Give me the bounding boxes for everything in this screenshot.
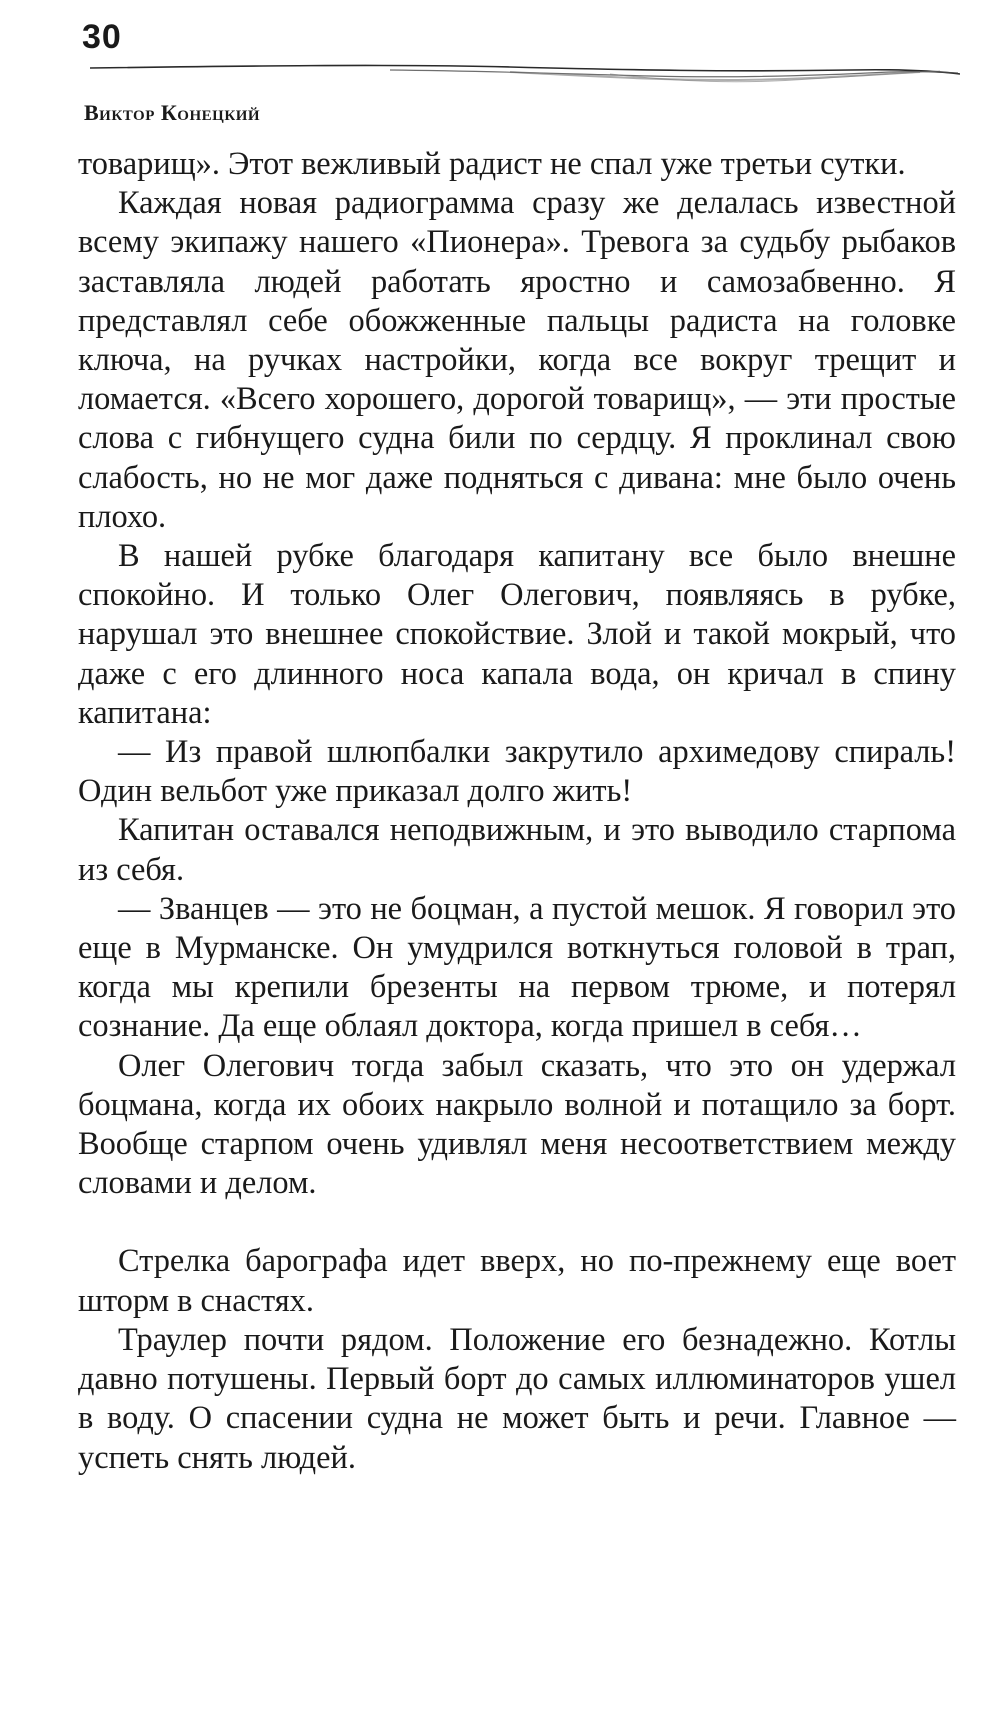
paragraph-7: Траулер почти рядом. Положение его безнадежно. Котлы давно потушены. Первый борт до самых иллюминаторов ушел в воду. О спасении судна не может быть и речи. Главное — успеть снять людей. <box>78 1321 956 1476</box>
paragraph-4: Капитан оставался неподвижным, и это выводило старпома из себя. <box>78 812 956 888</box>
paragraph-6: Стрелка барографа идет вверх, но по-прежнему еще воет шторм в снастях. <box>78 1243 956 1319</box>
page-number: 30 <box>82 18 122 56</box>
dialogue-2: — Званцев — это не боцман, а пустой мешок. Я говорил это еще в Мурманске. Он умудрился воткнуться головой в трап, когда мы крепили брезенты на первом трюме, и потерял сознание. Да еще облаял доктора, когда пришел в себя… <box>78 890 956 1045</box>
paragraph-2: Каждая новая радиограмма сразу же делалась известной всему экипажу нашего «Пионера». Тревога за судьбу рыбаков заставляла людей работать яростно и самозабвенно. Я представлял себе обожженные пальцы радиста на головке ключа, на ручках настройки, когда все вокруг трещит и ломается. «Всего хорошего, дорогой товарищ», — эти простые слова с гибнущего судна били по сердцу. Я проклинал свою слабость, но не мог даже подняться с дивана: мне было очень плохо. <box>78 185 956 535</box>
paragraph-3: В нашей рубке благодаря капитану все было внешне спокойно. И только Олег Олегович, появляясь в рубке, нарушал это внешнее спокойствие. Злой и такой мокрый, что даже с его длинного носа капала вода, он кричал в спину капитана: <box>78 538 956 731</box>
dialogue-1: — Из правой шлюпбалки закрутило архимедову спираль! Один вельбот уже приказал долго жить! <box>78 734 956 810</box>
author-running-head: Виктор Конецкий <box>84 100 261 125</box>
header-decorative-rule <box>90 62 960 102</box>
paragraph-1: товарищ». Этот вежливый радист не спал уже третьи сутки. <box>78 146 906 182</box>
paragraph-5: Олег Олегович тогда забыл сказать, что это он удержал боцмана, когда их обоих накрыло волной и потащило за борт. Вообще старпом очень удивлял меня несоответствием между словами и делом. <box>78 1047 956 1202</box>
body-text <box>78 145 956 1478</box>
